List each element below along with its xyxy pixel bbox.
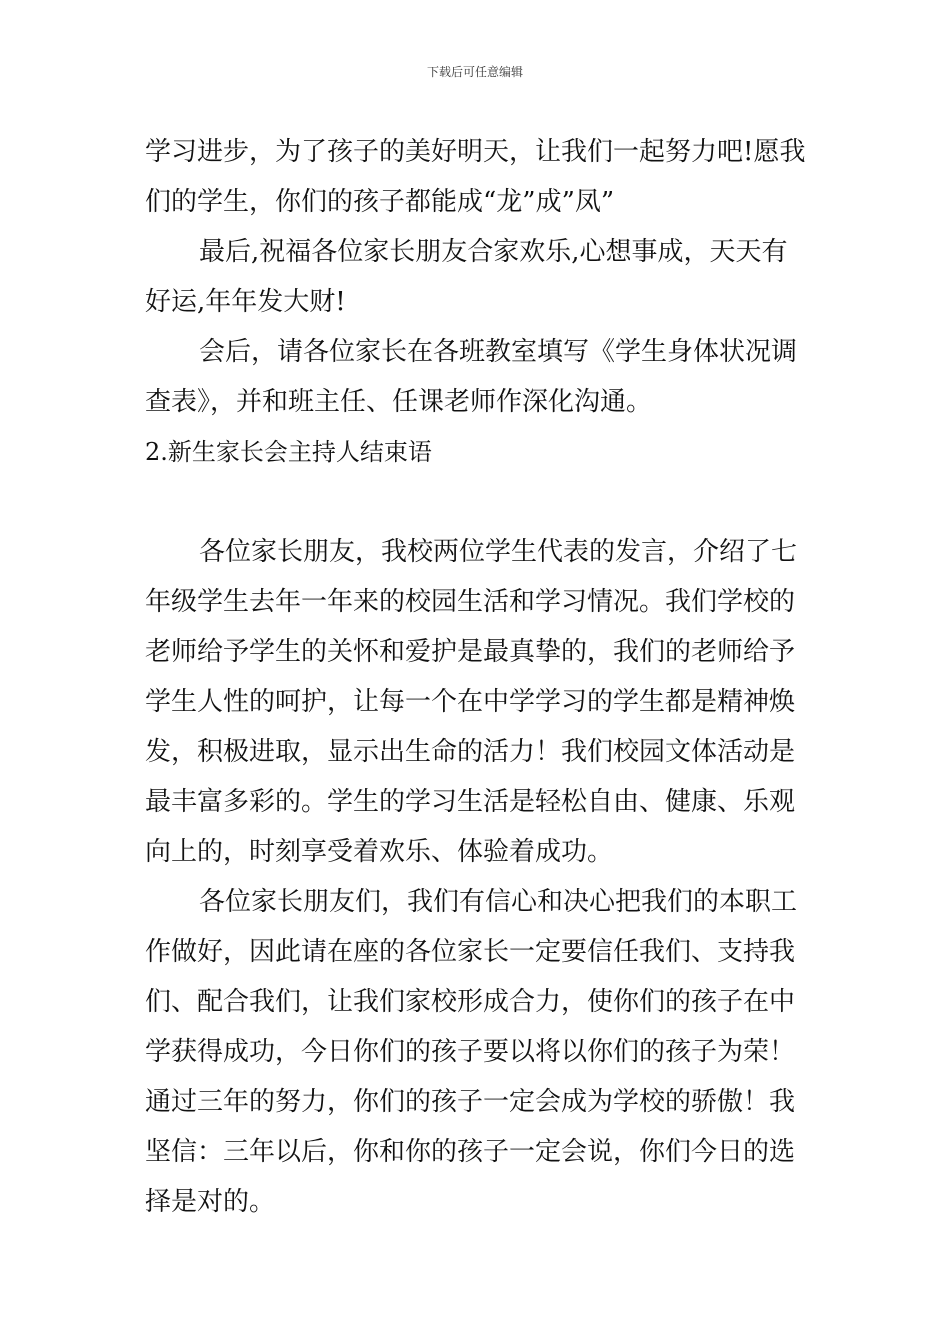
text-line: 们的学生，你们的孩子都能成“龙”成”凤” <box>145 187 615 217</box>
text-line: 好运,年年发大财! <box>145 287 346 317</box>
text-line: 学获得成功，今日你们的孩子要以将以你们的孩子为荣！ <box>145 1037 796 1067</box>
text-line: 通过三年的努力，你们的孩子一定会成为学校的骄傲！我 <box>145 1087 796 1117</box>
paragraph-after-meeting <box>145 327 810 427</box>
document-body <box>145 127 810 1227</box>
text-line: 择是对的。 <box>145 1187 276 1217</box>
page-header-note: 下载后可任意编辑 <box>426 65 523 79</box>
text-line: 学生人性的呵护，让每一个在中学学习的学生都是精神焕 <box>145 687 796 717</box>
text-line: 会后，请各位家长在各班教室填写《学生身体状况调 <box>199 337 798 367</box>
paragraph-closing-wish <box>145 127 810 227</box>
text-line: 作做好，因此请在座的各位家长一定要信任我们、支持我 <box>145 937 796 967</box>
text-line: 各位家长朋友们，我们有信心和决心把我们的本职工 <box>199 887 798 917</box>
text-line: 向上的，时刻享受着欢乐、体验着成功。 <box>145 837 614 867</box>
text-line: 查表》，并和班主任、任课老师作深化沟通。 <box>145 387 653 417</box>
text-line: 发，积极进取，显示出生命的活力！我们校园文体活动是 <box>145 737 796 767</box>
text-line: 最丰富多彩的。学生的学习生活是轻松自由、健康、乐观 <box>145 787 796 817</box>
blank-spacer <box>145 477 810 527</box>
text-line: 学习进步，为了孩子的美好明天，让我们一起努力吧!愿我 <box>145 137 806 167</box>
text-line: 坚信：三年以后，你和你的孩子一定会说，你们今日的选 <box>145 1137 796 1167</box>
section-heading: 2.新生家长会主持人结束语 <box>145 438 432 466</box>
text-line: 们、配合我们，让我们家校形成合力，使你们的孩子在中 <box>145 987 796 1017</box>
paragraph-confidence <box>145 877 810 1227</box>
text-line: 最后,祝福各位家长朋友合家欢乐,心想事成，天天有 <box>199 237 788 267</box>
text-line: 各位家长朋友，我校两位学生代表的发言，介绍了七 <box>199 537 798 567</box>
paragraph-blessing <box>145 227 810 327</box>
paragraph-student-representatives <box>145 527 810 877</box>
text-line: 年级学生去年一年来的校园生活和学习情况。我们学校的 <box>145 587 796 617</box>
text-line: 老师给予学生的关怀和爱护是最真挚的，我们的老师给予 <box>145 637 796 667</box>
